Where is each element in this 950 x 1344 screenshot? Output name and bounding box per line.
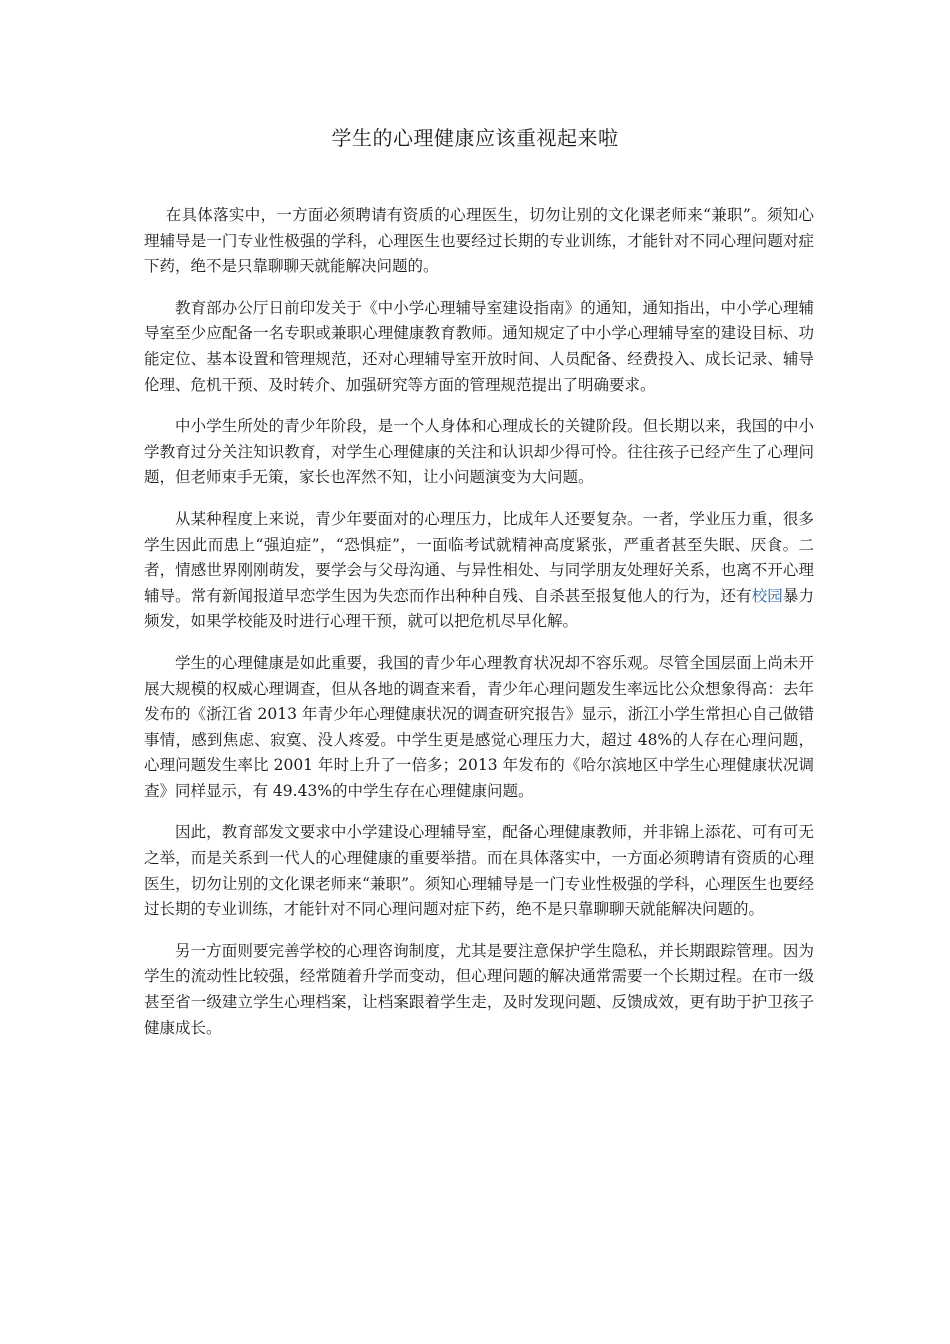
paragraph-5: 学生的心理健康是如此重要，我国的青少年心理教育状况却不容乐观。尽管全国层面上尚未开展大规模的权威心理调查，但从各地的调查来看，青少年心理问题发生率远比公众想象得高：去年发布的《浙江省 2013 年青少年心理健康状况的调查研究报告》显示，浙江小学生常担心自己做错事情，感到焦虑、寂寞、没人疼爱。中学生更是感觉心理压力大，超过 48%的人存在心理问题，心理问题发生率比 2001 年时上升了一倍多；2013 年发布的《哈尔滨地区中学生心理健康状况调查》同样显示，有 49.43%的中学生存在心理健康问题。 (144, 653, 814, 800)
paragraph-4-text-before: 从某种程度上来说，青少年要面对的心理压力，比成年人还要复杂。一者，学业压力重，很多学生因此而患上“强迫症”，“恐惧症”，一面临考试就精神高度紧张，严重者甚至失眠、厌食。二者，情感世界刚刚萌发，要学会与父母沟通、与异性相处、与同学朋友处理好关系，也离不开心理辅导。常有新闻报道早恋学生因为失恋而作出种种自残、自杀甚至报复他人的行为，还有 (144, 509, 814, 605)
campus-link[interactable]: 校园 (751, 586, 783, 605)
paragraph-4-text-after: 暴力频发，如果学校能及时进行心理干预，就可以把危机尽早化解。 (144, 586, 814, 631)
paragraph-4 (144, 507, 814, 635)
paragraph-1: 在具体落实中，一方面必须聘请有资质的心理医生，切勿让别的文化课老师来“兼职”。须知心理辅导是一门专业性极强的学科，心理医生也要经过长期的专业训练，才能针对不同心理问题对症下药，绝不是只靠聊聊天就能解决问题的。 (144, 206, 814, 276)
paragraph-3: 中小学生所处的青少年阶段，是一个人身体和心理成长的关键阶段。但长期以来，我国的中小学教育过分关注知识教育，对学生心理健康的关注和认识却少得可怜。往往孩子已经产生了心理问题，但老师束手无策，家长也浑然不知，让小问题演变为大问题。 (144, 417, 814, 487)
document-title: 学生的心理健康应该重视起来啦 (331, 126, 619, 150)
paragraph-2: 教育部办公厅日前印发关于《中小学心理辅导室建设指南》的通知，通知指出，中小学心理辅导室至少应配备一名专职或兼职心理健康教育教师。通知规定了中小学心理辅导室的建设目标、功能定位、基本设置和管理规范，还对心理辅导室开放时间、人员配备、经费投入、成长记录、辅导伦理、危机干预、及时转介、加强研究等方面的管理规范提出了明确要求。 (144, 298, 814, 394)
paragraph-7: 另一方面则要完善学校的心理咨询制度，尤其是要注意保护学生隐私，并长期跟踪管理。因为学生的流动性比较强，经常随着升学而变动，但心理问题的解决通常需要一个长期过程。在市一级甚至省一级建立学生心理档案，让档案跟着学生走，及时发现问题、反馈成效，更有助于护卫孩子健康成长。 (144, 941, 814, 1037)
document-body (144, 203, 814, 1057)
paragraph-6: 因此，教育部发文要求中小学建设心理辅导室，配备心理健康教师，并非锦上添花、可有可无之举，而是关系到一代人的心理健康的重要举措。而在具体落实中，一方面必须聘请有资质的心理医生，切勿让别的文化课老师来“兼职”。须知心理辅导是一门专业性极强的学科，心理医生也要经过长期的专业训练，才能针对不同心理问题对症下药，绝不是只靠聊聊天就能解决问题的。 (144, 823, 814, 919)
